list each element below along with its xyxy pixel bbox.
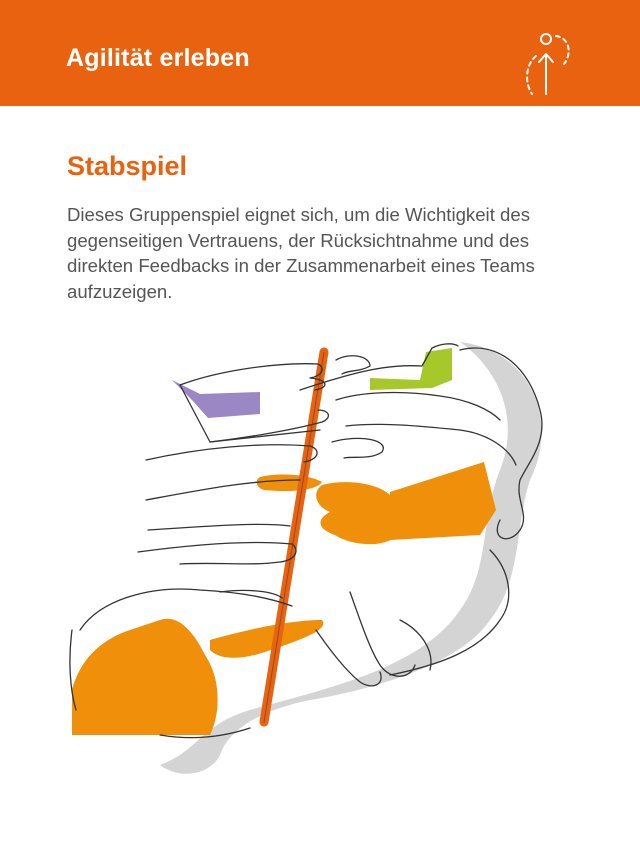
card-title: Stabspiel <box>67 151 188 181</box>
page-header <box>0 0 640 106</box>
purple-sleeve <box>172 380 260 418</box>
orange-finger-upper <box>257 475 322 492</box>
stick-outline <box>264 352 324 722</box>
green-sleeve <box>370 348 452 390</box>
orange-hand-left <box>72 619 218 735</box>
hands-balancing-stick-illustration <box>60 330 580 790</box>
orange-hand-right <box>316 482 394 544</box>
orange-finger-lower <box>210 620 323 658</box>
orange-sleeve-right <box>390 462 496 540</box>
person-arrow-up-icon <box>514 28 580 100</box>
header-title: Agilität erleben <box>66 44 250 72</box>
card-description: Dieses Gruppenspiel eignet sich, um die Wichtigkeit des gegenseitigen Vertrauens, der Rücksichtnahme und des direkten Feedbacks in der Zusammenarbeit eines Teams aufzuzeigen. <box>67 204 535 302</box>
